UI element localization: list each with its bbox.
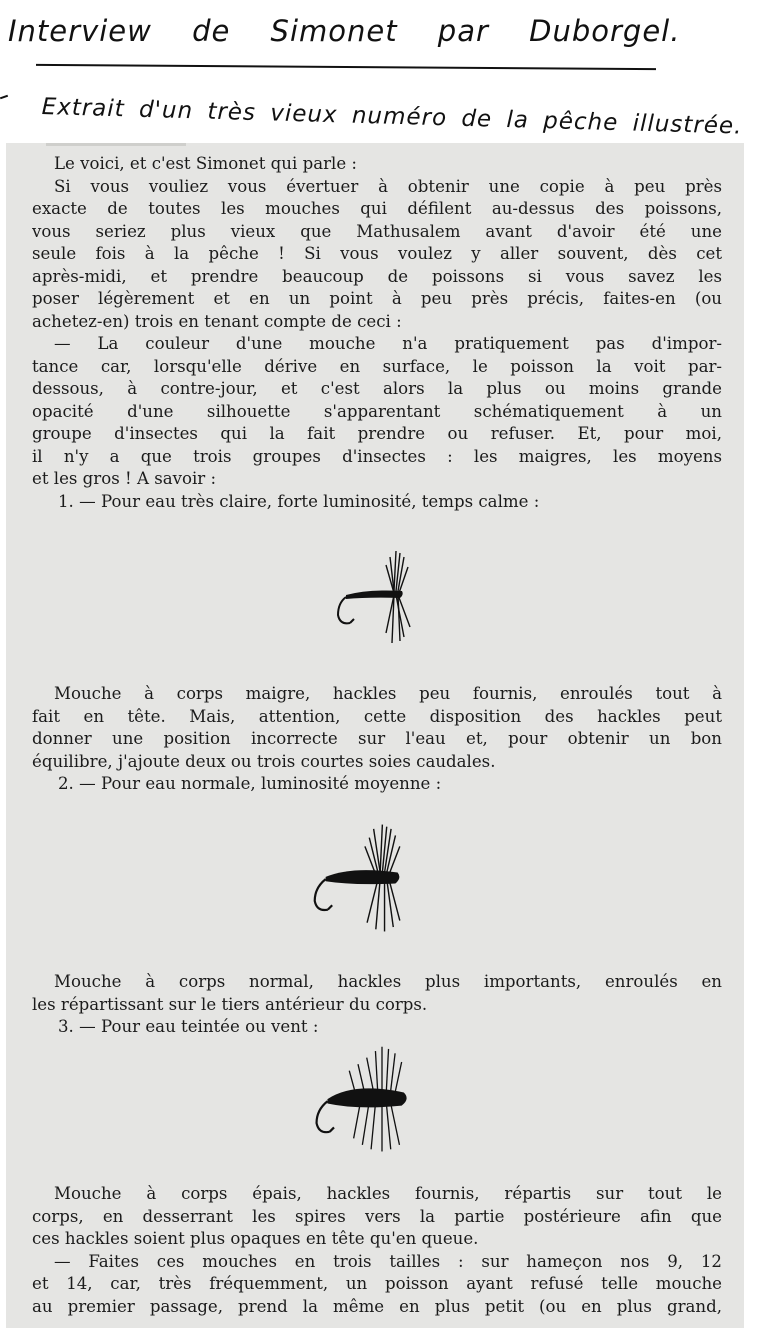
text-line: donner une position incorrecte sur l'eau et, pour obtenir un bon: [32, 729, 722, 748]
normal-body-fly-icon: [306, 818, 426, 938]
text-line: il n'y a que trois groupes d'insectes : les maigres, les moyens: [32, 446, 722, 466]
text-line: corps, en desserrant les spires vers la partie postérieure afin que: [32, 1206, 722, 1226]
newspaper-clipping: [6, 143, 744, 1328]
text-line: 3. — Pour eau teintée ou vent :: [58, 1017, 319, 1036]
text-line: Mouche à corps maigre, hackles peu fournis, enroulés tout à: [54, 684, 722, 703]
text-line: 1. — Pour eau très claire, forte luminosité, temps calme :: [58, 491, 540, 511]
text-line: et 14, car, très fréquemment, un poisson ayant refusé telle mouche: [32, 1274, 722, 1293]
text-line: équilibre, j'ajoute deux ou trois courtes soies caudales.: [32, 751, 496, 771]
text-line: Le voici, et c'est Simonet qui parle :: [54, 154, 358, 173]
text-line: Si vous vouliez vous évertuer à obtenir une copie à peu près: [54, 176, 722, 196]
header-title: Interview de Simonet par Duborgel.: [8, 14, 681, 48]
intro-text: [32, 153, 722, 513]
fly2-text: [32, 971, 722, 1039]
text-line: seule fois à la pêche ! Si vous voulez y aller souvent, dès cet: [32, 244, 722, 263]
text-line: ces hackles soient plus opaques en tête qu'en queue.: [32, 1229, 479, 1248]
text-line: fait en tête. Mais, attention, cette disposition des hackles peut: [32, 706, 722, 726]
fly1-text: [32, 683, 722, 796]
text-line: poser légèrement et en un point à peu près précis, faites-en (ou: [32, 289, 722, 308]
text-line: tance car, lorsqu'elle dérive en surface, le poisson la voit par-: [32, 356, 722, 376]
text-line: dessous, à contre-jour, et c'est alors la plus ou moins grande: [32, 379, 722, 398]
text-line: vous seriez plus vieux que Mathusalem avant d'avoir été une: [32, 221, 722, 241]
text-line: après-midi, et prendre beaucoup de poissons si vous savez les: [32, 266, 722, 286]
handwritten-header: [0, 0, 757, 148]
fly3-text: [32, 1183, 722, 1318]
text-line: exacte de toutes les mouches qui défilent au-dessus des poissons,: [32, 199, 722, 218]
text-line: au premier passage, prend la même en plus petit (ou en plus grand,: [32, 1296, 722, 1316]
text-line: et les gros ! A savoir :: [32, 469, 217, 488]
cut-edge: [46, 143, 186, 146]
header-subtitle: Extrait d'un très vieux numéro de la pêche illustrée.: [41, 94, 743, 140]
text-line: opacité d'une silhouette s'apparentant schématiquement à un: [32, 401, 722, 421]
text-line: achetez-en) trois en tenant compte de ceci :: [32, 311, 402, 331]
text-line: — La couleur d'une mouche n'a pratiquement pas d'impor-: [54, 334, 722, 353]
text-line: 2. — Pour eau normale, luminosité moyenne :: [58, 774, 442, 793]
text-line: Mouche à corps épais, hackles fournis, répartis sur tout le: [54, 1184, 722, 1203]
header-underline: [36, 64, 656, 70]
text-line: groupe d'insectes qui la fait prendre ou refuser. Et, pour moi,: [32, 424, 722, 443]
text-line: Mouche à corps normal, hackles plus importants, enroulés en: [54, 972, 722, 991]
thick-body-fly-icon: [310, 1038, 430, 1158]
text-line: — Faites ces mouches en trois tailles : sur hameçon nos 9, 12: [54, 1251, 722, 1271]
text-line: les répartissant sur le tiers antérieur du corps.: [32, 994, 428, 1014]
thin-body-fly-icon: [324, 543, 434, 653]
margin-mark: [0, 95, 8, 100]
